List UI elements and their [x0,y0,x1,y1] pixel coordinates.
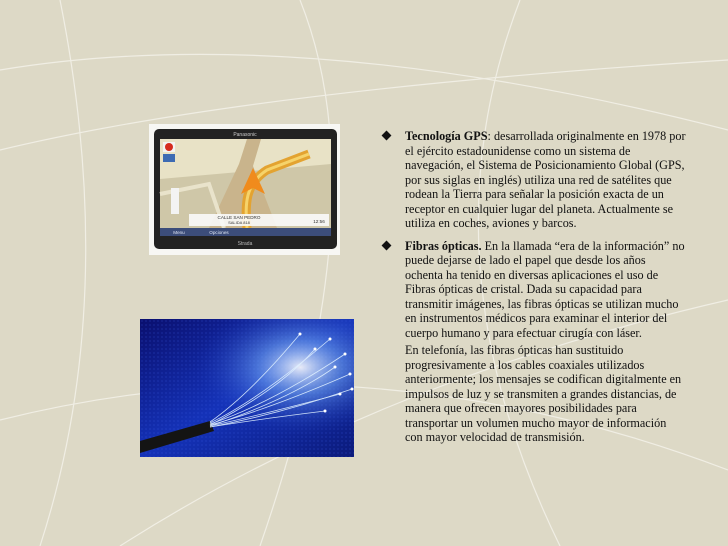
bullet-fiber [381,239,686,445]
gps-options-label: Opciones [209,230,229,235]
gps-brand-label: Panasonic [233,132,257,138]
bullet-fiber-lead: Fibras ópticas. [405,238,482,253]
bullet-gps-lead: Tecnología GPS [405,129,488,143]
diamond-bullet-icon [382,240,392,250]
gps-footer-brand: Strada [237,241,253,247]
bullet-gps-text: Tecnología GPS: desarrollada originalmente en 1978 por el ejército estadounidense como un sistema de navegación, el Sistema de Posicionamiento Global (GPS, por sus siglas en inglés) utiliza una red de satélites que rodean la Tierra para señalar la posición exacta de un receptor en cualquier lugar del planeta. Actualmente se utiliza en coches, aviones y barcos. [405,129,686,230]
diamond-bullet-icon [382,131,392,141]
bullet-fiber-text [405,239,686,341]
bullet-gps-body: desarrollada originalmente en 1978 por el ejército estadounidense como un sistema de navegación, el Sistema de Posicionamiento Global (GPS, por sus siglas en inglés) utiliza una red de satélites que rodean la Tierra para señalar la posición exacta de un receptor en cualquier lugar del planeta. Actualmente se utiliza en coches, aviones y barcos. [405,129,686,230]
bullet-list [381,129,686,445]
gps-menu-label: Menu [173,230,185,235]
bullet-fiber-body: En la llamada “era de la información” no puede dejarse de lado el papel que desde los años ochenta ha tenido en diversas aplicaciones el uso de Fibras ópticas de cristal. Dada su capacidad para transmitir imágenes, las fibras ópticas se utilizan mucho en instrumentos médicos para examinar el interior del cuerpo humano y para efectuar cirugía con láser. [405,238,685,340]
gps-time: 12:56 [313,219,325,224]
fiber-optics-image [140,319,354,457]
gps-street-line1: CALLE SAN PEDRO [217,215,261,220]
gps-device-image [149,124,340,255]
gps-street-line2: SALIDA 818 [228,220,250,225]
bullet-gps [381,129,686,231]
bullet-fiber-continuation: En telefonía, las fibras ópticas han sustituido progresivamente a los cables coaxiales utilizados anteriormente; los mensajes se codifican digitalmente en impulsos de luz y se transmiten a grandes distancias, de manera que ofrecen mayores posibilidades para transportar un volumen mucho mayor de información con mayor velocidad de transmisión. [405,343,682,444]
